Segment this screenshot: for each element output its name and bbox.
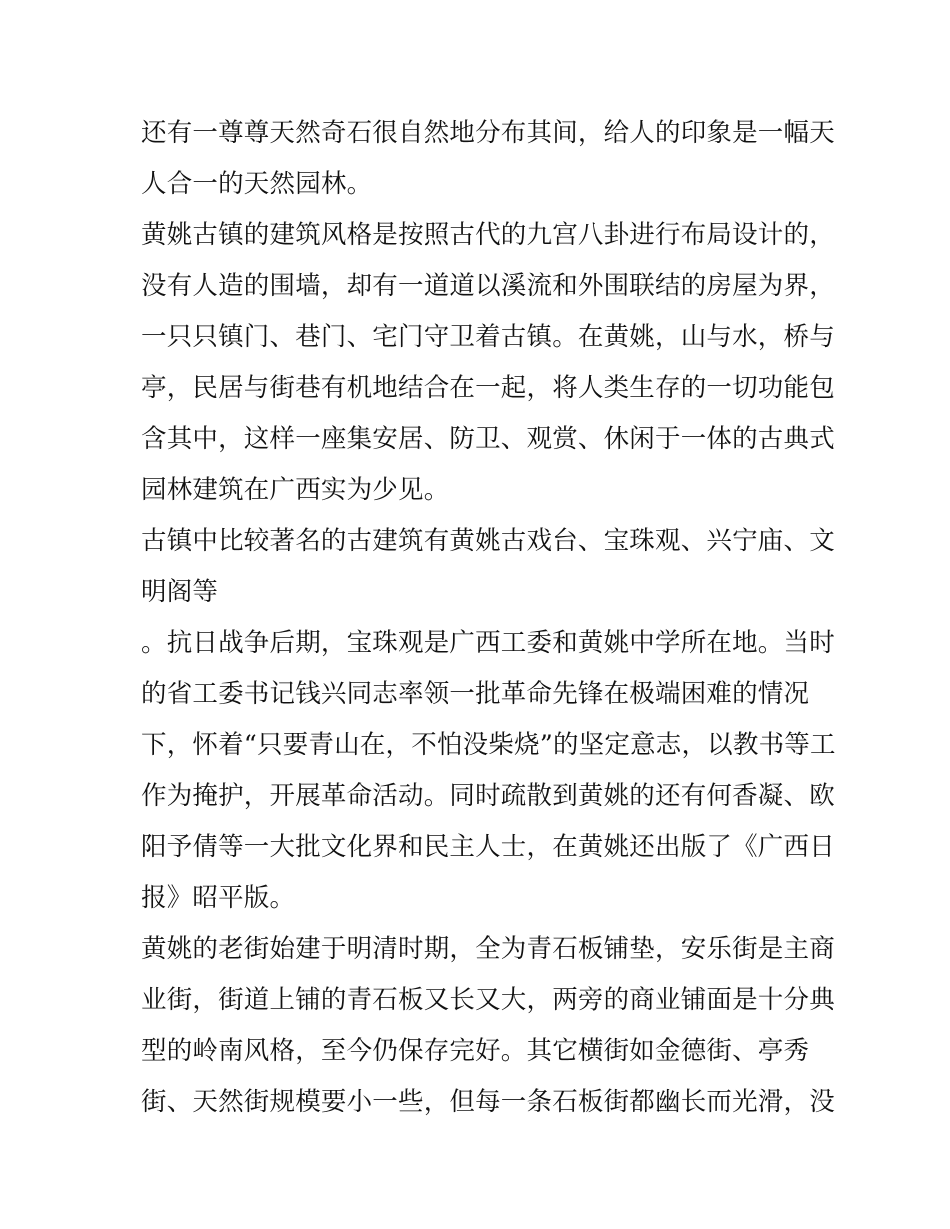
text-line: 黄姚的老街始建于明清时期，全为青石板铺垫，安乐街是主商 (141, 934, 835, 964)
text-line: 亭，民居与街巷有机地结合在一起，将人类生存的一切功能包 (141, 373, 835, 403)
text-line: 含其中，这样一座集安居、防卫、观赏、休闲于一体的古典式 (141, 424, 835, 454)
text-line: 人合一的天然园林。 (141, 169, 373, 199)
text-line: 阳予倩等一大批文化界和民主人士，在黄姚还出版了《广西日 (141, 832, 835, 862)
text-line: 街、天然街规模要小一些，但每一条石板街都幽长而光滑，没 (141, 1087, 835, 1117)
text-line: 报》昭平版。 (141, 883, 296, 913)
text-line: 型的岭南风格，至今仍保存完好。其它横街如金德街、亭秀 (141, 1036, 810, 1066)
text-line: 黄姚古镇的建筑风格是按照古代的九宫八卦进行布局设计的， (141, 220, 835, 250)
text-line: 明阁等 (141, 577, 219, 607)
text-line: 还有一尊尊天然奇石很自然地分布其间，给人的印象是一幅天 (141, 118, 835, 148)
body-text (141, 108, 836, 1128)
text-line: 作为掩护，开展革命活动。同时疏散到黄姚的还有何香凝、欧 (141, 781, 835, 811)
text-line: 园林建筑在广西实为少见。 (141, 475, 450, 505)
text-line: 古镇中比较著名的古建筑有黄姚古戏台、宝珠观、兴宁庙、文 (141, 526, 835, 556)
text-line: 。抗日战争后期，宝珠观是广西工委和黄姚中学所在地。当时 (141, 628, 835, 658)
text-line: 没有人造的围墙，却有一道道以溪流和外围联结的房屋为界， (141, 271, 835, 301)
text-line: 业街，街道上铺的青石板又长又大，两旁的商业铺面是十分典 (141, 985, 835, 1015)
text-line: 下，怀着“只要青山在，不怕没柴烧”的坚定意志，以教书等工 (141, 730, 836, 760)
text-line: 的省工委书记钱兴同志率领一批革命先锋在极端困难的情况 (141, 679, 810, 709)
text-line: 一只只镇门、巷门、宅门守卫着古镇。在黄姚，山与水，桥与 (141, 322, 835, 352)
